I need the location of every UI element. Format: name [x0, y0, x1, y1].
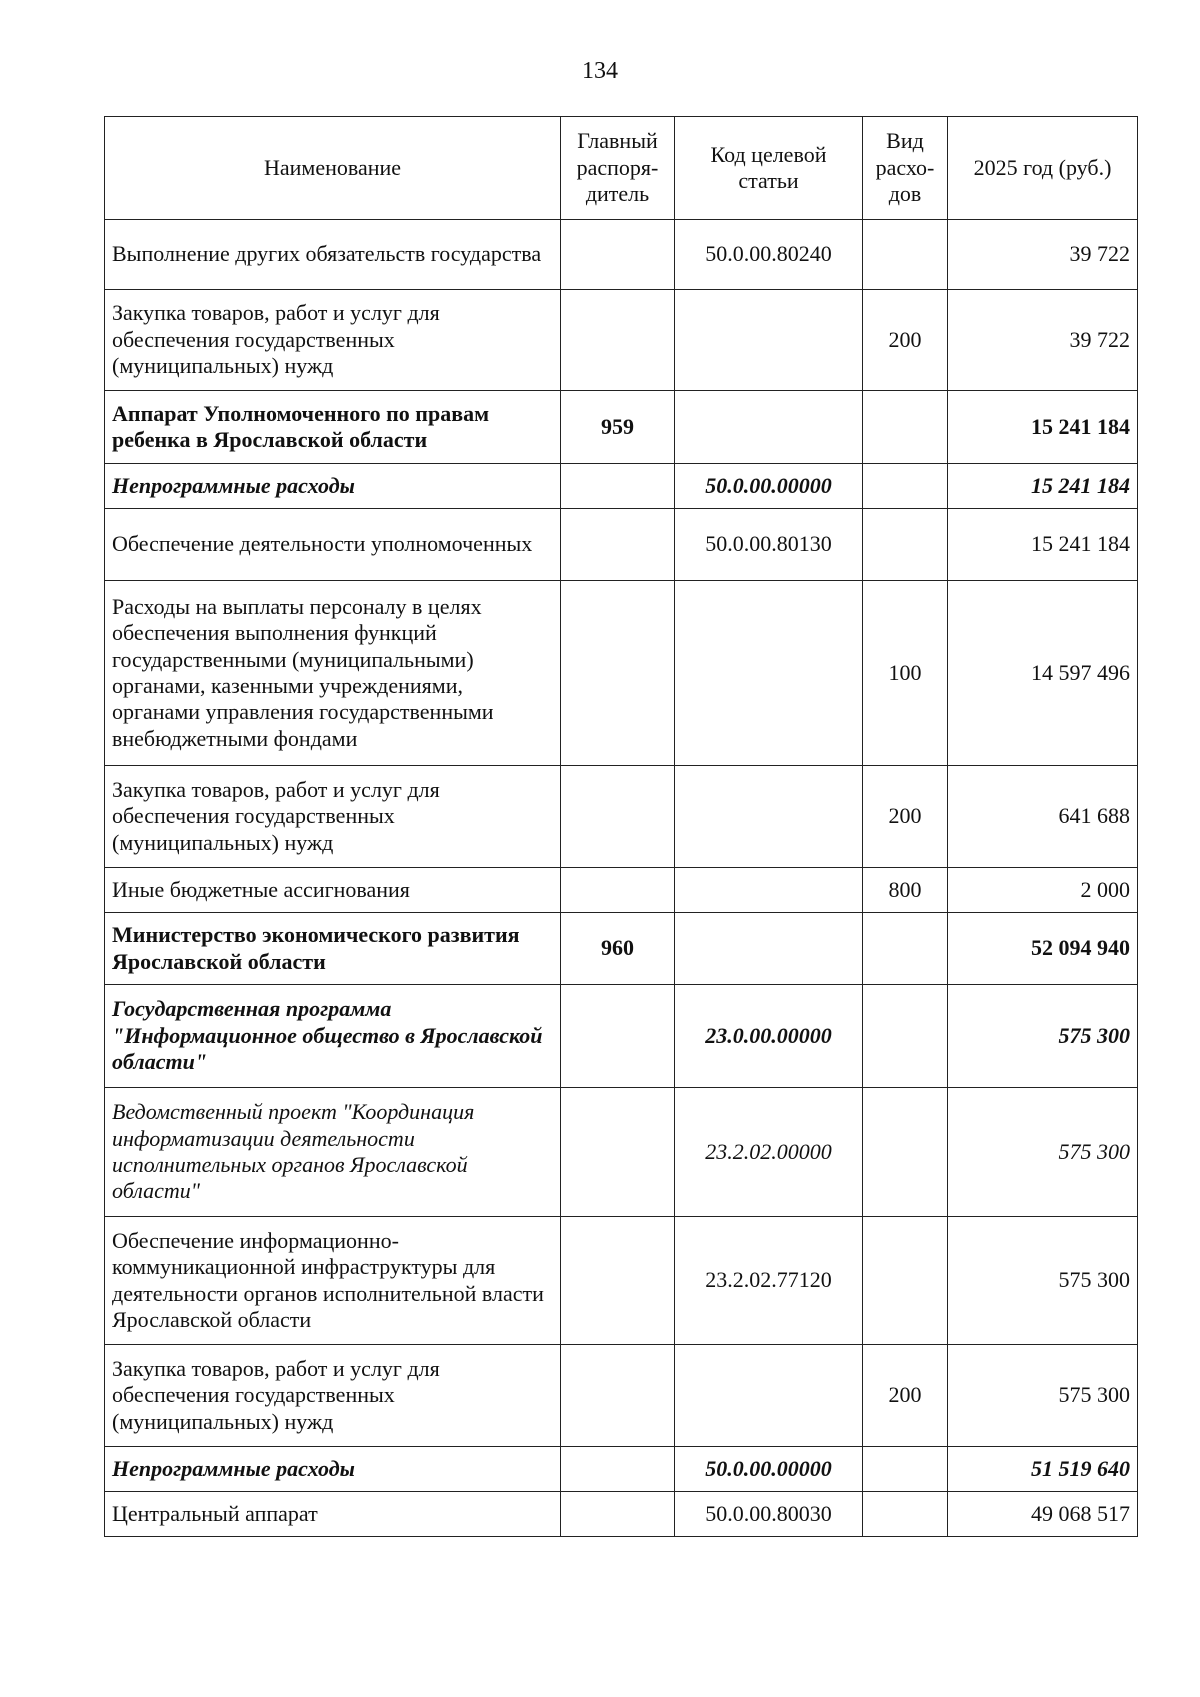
table-row [105, 464, 1138, 509]
cell-target-code: 23.0.00.00000 [675, 985, 863, 1088]
cell-name: Аппарат Уполномоченного по правам ребенка в Ярославской области [105, 391, 561, 464]
cell-expense-type [863, 1217, 948, 1345]
table-row [105, 985, 1138, 1088]
table-row [105, 1492, 1138, 1537]
cell-main-manager [561, 1492, 675, 1537]
cell-target-code: 50.0.00.80030 [675, 1492, 863, 1537]
cell-main-manager [561, 985, 675, 1088]
cell-amount: 575 300 [948, 985, 1138, 1088]
cell-main-manager [561, 220, 675, 290]
budget-table [104, 116, 1138, 1537]
cell-expense-type: 200 [863, 290, 948, 391]
header-name: Наименование [105, 117, 561, 220]
cell-target-code: 23.2.02.77120 [675, 1217, 863, 1345]
cell-main-manager [561, 290, 675, 391]
header-main-manager: Главный распоря- дитель [561, 117, 675, 220]
cell-main-manager [561, 868, 675, 913]
cell-main-manager [561, 766, 675, 868]
cell-amount: 39 722 [948, 220, 1138, 290]
cell-name: Министерство экономического развития Ярославской области [105, 913, 561, 985]
cell-target-code [675, 1345, 863, 1447]
header-row [105, 117, 1138, 220]
cell-amount: 39 722 [948, 290, 1138, 391]
cell-amount: 15 241 184 [948, 509, 1138, 581]
cell-expense-type: 800 [863, 868, 948, 913]
cell-expense-type [863, 1088, 948, 1217]
table-row [105, 391, 1138, 464]
header-expense-type: Вид расхо- дов [863, 117, 948, 220]
cell-main-manager [561, 1447, 675, 1492]
cell-main-manager: 959 [561, 391, 675, 464]
cell-amount: 575 300 [948, 1217, 1138, 1345]
cell-name: Непрограммные расходы [105, 464, 561, 509]
cell-expense-type [863, 464, 948, 509]
header-year-2025: 2025 год (руб.) [948, 117, 1138, 220]
cell-main-manager [561, 464, 675, 509]
cell-name: Закупка товаров, работ и услуг для обеспечения государственных (муниципальных) нужд [105, 290, 561, 391]
table-body [105, 220, 1138, 1537]
cell-target-code: 50.0.00.00000 [675, 464, 863, 509]
cell-main-manager [561, 1088, 675, 1217]
cell-main-manager: 960 [561, 913, 675, 985]
cell-amount: 15 241 184 [948, 464, 1138, 509]
table-row [105, 1345, 1138, 1447]
table-row [105, 290, 1138, 391]
table-row [105, 868, 1138, 913]
cell-amount: 641 688 [948, 766, 1138, 868]
cell-main-manager [561, 1345, 675, 1447]
cell-target-code: 50.0.00.80240 [675, 220, 863, 290]
cell-name: Непрограммные расходы [105, 1447, 561, 1492]
table-row [105, 581, 1138, 766]
cell-expense-type: 200 [863, 1345, 948, 1447]
cell-target-code [675, 581, 863, 766]
table-row [105, 1217, 1138, 1345]
cell-amount: 49 068 517 [948, 1492, 1138, 1537]
cell-amount: 575 300 [948, 1345, 1138, 1447]
cell-amount: 2 000 [948, 868, 1138, 913]
table-row [105, 509, 1138, 581]
table-row [105, 766, 1138, 868]
cell-expense-type: 200 [863, 766, 948, 868]
cell-target-code [675, 766, 863, 868]
cell-name: Закупка товаров, работ и услуг для обеспечения государственных (муниципальных) нужд [105, 1345, 561, 1447]
cell-expense-type [863, 220, 948, 290]
cell-target-code: 23.2.02.00000 [675, 1088, 863, 1217]
cell-expense-type [863, 1492, 948, 1537]
cell-amount: 14 597 496 [948, 581, 1138, 766]
cell-target-code: 50.0.00.00000 [675, 1447, 863, 1492]
header-target-code: Код целевой статьи [675, 117, 863, 220]
cell-target-code [675, 290, 863, 391]
cell-expense-type [863, 391, 948, 464]
cell-main-manager [561, 509, 675, 581]
cell-expense-type [863, 913, 948, 985]
cell-expense-type: 100 [863, 581, 948, 766]
cell-expense-type [863, 985, 948, 1088]
cell-main-manager [561, 581, 675, 766]
cell-name: Иные бюджетные ассигнования [105, 868, 561, 913]
cell-name: Закупка товаров, работ и услуг для обеспечения государственных (муниципальных) нужд [105, 766, 561, 868]
cell-amount: 52 094 940 [948, 913, 1138, 985]
cell-expense-type [863, 1447, 948, 1492]
cell-amount: 575 300 [948, 1088, 1138, 1217]
table-row [105, 1447, 1138, 1492]
table-row [105, 913, 1138, 985]
cell-target-code [675, 391, 863, 464]
cell-name: Государственная программа "Информационное общество в Ярославской области" [105, 985, 561, 1088]
cell-name: Обеспечение деятельности уполномоченных [105, 509, 561, 581]
table-header [105, 117, 1138, 220]
table-row [105, 1088, 1138, 1217]
cell-name: Выполнение других обязательств государства [105, 220, 561, 290]
cell-amount: 51 519 640 [948, 1447, 1138, 1492]
cell-target-code: 50.0.00.80130 [675, 509, 863, 581]
cell-name: Обеспечение информационно-коммуникационной инфраструктуры для деятельности органов исполнительной власти Ярославской области [105, 1217, 561, 1345]
cell-name: Расходы на выплаты персоналу в целях обеспечения выполнения функций государственными (муниципальными) органами, казенными учреждениями, органами управления государственными внебюджетными фондами [105, 581, 561, 766]
cell-target-code [675, 868, 863, 913]
cell-name: Центральный аппарат [105, 1492, 561, 1537]
cell-main-manager [561, 1217, 675, 1345]
page-number: 134 [582, 58, 618, 84]
cell-name: Ведомственный проект "Координация информатизации деятельности исполнительных органов Ярославской области" [105, 1088, 561, 1217]
cell-target-code [675, 913, 863, 985]
cell-amount: 15 241 184 [948, 391, 1138, 464]
cell-expense-type [863, 509, 948, 581]
table-row [105, 220, 1138, 290]
